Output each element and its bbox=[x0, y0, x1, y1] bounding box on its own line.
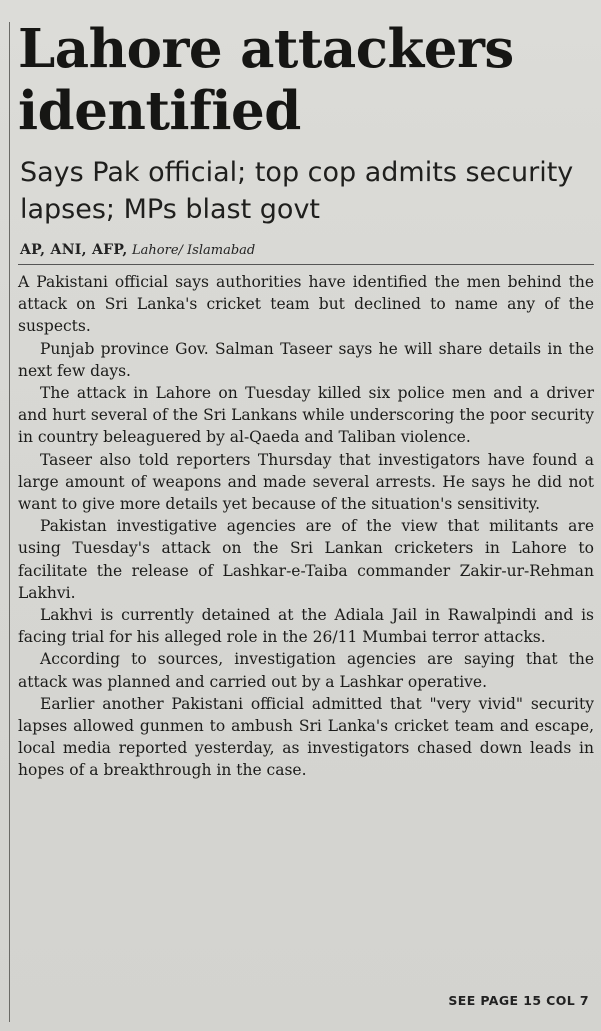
continued-on-page: SEE PAGE 15 COL 7 bbox=[448, 993, 589, 1008]
paragraph: A Pakistani official says authorities have identified the men behind the attack on Sri Lanka's cricket team but declined to name any of the suspects. bbox=[18, 273, 594, 336]
paragraph: Pakistan investigative agencies are of the view that militants are using Tuesday's attack on the Sri Lankan cricketers in Lahore to facilitate the release of Lashkar-e-Taiba commander Zakir-ur-Rehman Lakhvi. bbox=[18, 517, 594, 602]
paragraph: Earlier another Pakistani official admitted that "very vivid" security lapses allowed gunmen to ambush Sri Lanka's cricket team and escape, local media reported yesterday, as investigators chased down leads in hopes of a breakthrough in the case. bbox=[18, 694, 594, 780]
byline-divider bbox=[18, 264, 594, 265]
paragraph: According to sources, investigation agencies are saying that the attack was planned and carried out by a Lashkar operative. bbox=[18, 650, 594, 691]
article-body bbox=[18, 271, 594, 782]
article bbox=[18, 18, 596, 782]
byline-agencies: AP, ANI, AFP, bbox=[20, 242, 128, 258]
byline-place: Lahore/ Islamabad bbox=[132, 243, 256, 258]
headline: Lahore attackers identified bbox=[18, 18, 514, 142]
paragraph: The attack in Lahore on Tuesday killed six police men and a driver and hurt several of the Sri Lankans while underscoring the poor security in country beleaguered by al-Qaeda and Taliban violence. bbox=[18, 384, 594, 447]
subhead: Says Pak official; top cop admits security lapses; MPs blast govt bbox=[20, 157, 574, 225]
paragraph: Taseer also told reporters Thursday that investigators have found a large amount of weapons and made several arrests. He says he did not want to give more details yet because of the situation's sensitivity. bbox=[18, 450, 594, 514]
byline bbox=[20, 242, 596, 264]
paragraph: Punjab province Gov. Salman Taseer says he will share details in the next few days. bbox=[18, 339, 594, 380]
paragraph: Lakhvi is currently detained at the Adiala Jail in Rawalpindi and is facing trial for his alleged role in the 26/11 Mumbai terror attacks. bbox=[18, 606, 594, 647]
column-rule bbox=[9, 22, 10, 1022]
